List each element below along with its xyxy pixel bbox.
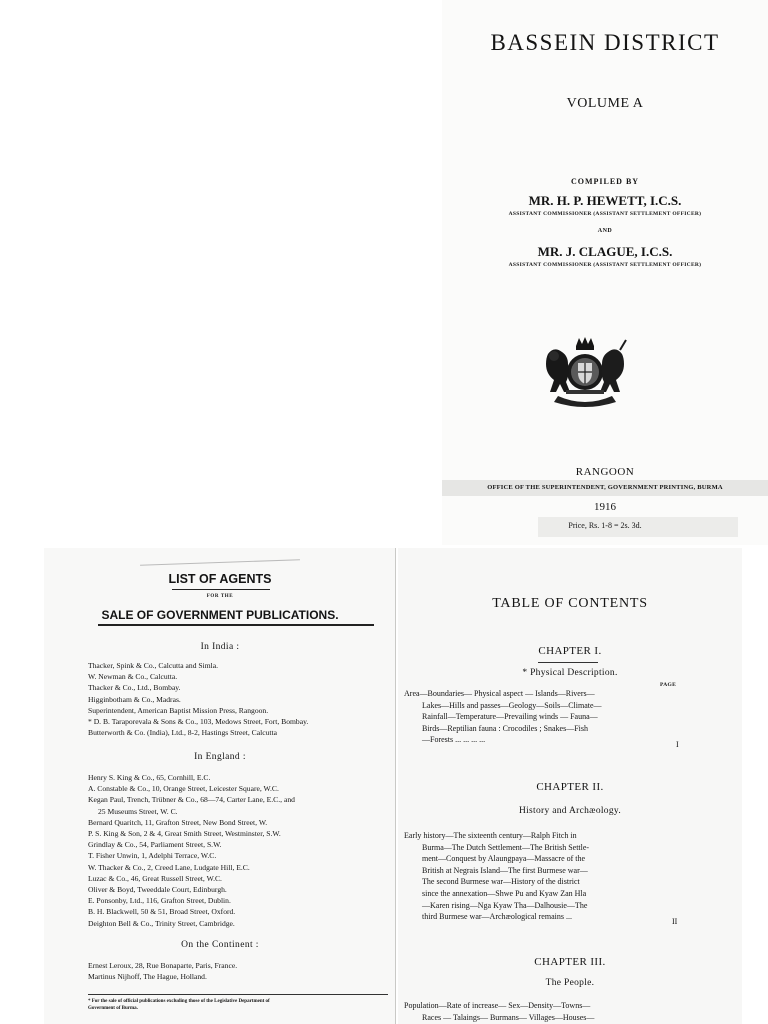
publication-place: RANGOON <box>575 466 635 478</box>
india-heading: In India : <box>200 642 240 652</box>
agents-subtitle-rule <box>98 624 374 626</box>
list-item: W. Thacker & Co., 2, Creed Lane, Ludgate Hill, E.C. <box>88 862 250 872</box>
list-item: Martinus Nijhoff, The Hague, Holland. <box>88 972 207 982</box>
list-item: Kegan Paul, Trench, Trübner & Co., 68—74, Carter Lane, E.C., and <box>88 795 295 805</box>
chapter-2-page: II <box>672 917 678 926</box>
toc-line: third Burmese war—Archæological remains ... <box>422 912 572 922</box>
toc-line: Races — Talaings— Burmans— Villages—Houses— <box>422 1012 595 1022</box>
chapter-3-subtitle: The People. <box>545 978 595 988</box>
chapter-3-heading: CHAPTER III. <box>534 956 606 968</box>
agents-title: LIST OF AGENTS <box>168 572 272 586</box>
list-item: T. Fisher Unwin, 1, Adelphi Terrace, W.C. <box>88 851 217 861</box>
royal-coat-of-arms-icon <box>540 336 630 408</box>
list-item: Superintendent, American Baptist Mission Press, Rangoon. <box>88 705 269 715</box>
chapter-1-contents <box>404 688 664 746</box>
toc-line: Population—Rate of increase— Sex—Density—Towns— <box>404 1001 591 1010</box>
list-item: Henry S. King & Co., 65, Cornhill, E.C. <box>88 773 211 782</box>
toc-line: Rainfall—Temperature—Prevailing winds — Fauna— <box>422 712 598 722</box>
toc-line: ment—Conquest by Alaungpaya—Massacre of the <box>422 854 586 864</box>
toc-page <box>398 548 742 1024</box>
list-item: B. H. Blackwell, 50 & 51, Broad Street, Oxford. <box>88 907 236 917</box>
author-2: MR. J. CLAGUE, I.C.S. <box>537 244 673 259</box>
list-item: Luzac & Co., 46, Great Russell Street, W.C. <box>88 873 222 883</box>
list-item: Oliver & Boyd, Tweeddale Court, Edinburgh. <box>88 885 227 895</box>
list-item: Thacker, Spink & Co., Calcutta and Simla. <box>88 661 219 670</box>
toc-line: Early history—The sixteenth century—Ralph Fitch in <box>404 831 577 840</box>
toc-line: British at Negrais Island—The first Burmese war— <box>422 865 588 875</box>
toc-title: TABLE OF CONTENTS <box>492 596 648 611</box>
chapter-1-heading: CHAPTER I. <box>538 645 602 657</box>
list-item: Ernest Leroux, 28, Rue Bonaparte, Paris, France. <box>88 961 238 970</box>
list-item: E. Ponsonby, Ltd., 116, Grafton Street, Dublin. <box>88 896 231 906</box>
book-title: BASSEIN DISTRICT <box>490 30 720 55</box>
publisher-office: OFFICE OF THE SUPERINTENDENT, GOVERNMENT PRINTING, BURMA <box>487 484 723 491</box>
toc-line: —Forests ... ... ... ... <box>422 735 486 745</box>
footnote-line-1: * For the sale of official publications excluding those of the Legislative Department of <box>88 999 270 1004</box>
rule-top <box>140 559 300 566</box>
england-heading: In England : <box>194 752 246 762</box>
chapter-1-subtitle: * Physical Description. <box>522 668 618 678</box>
list-item: W. Newman & Co., Calcutta. <box>88 672 178 682</box>
continent-heading: On the Continent : <box>181 940 259 950</box>
chapter-2-contents <box>404 830 664 923</box>
conjunction-and: AND <box>597 228 613 234</box>
volume-label: VOLUME A <box>566 96 644 111</box>
toc-line: The second Burmese war—History of the district <box>422 877 580 887</box>
list-item: Thacker & Co., Ltd., Bombay. <box>88 683 181 693</box>
author-2-role: ASSISTANT COMMISSIONER (ASSISTANT SETTLEMENT OFFICER) <box>508 262 702 268</box>
footnote-rule <box>88 994 388 995</box>
chapter-3-contents <box>404 1000 664 1023</box>
agents-subtitle: SALE OF GOVERNMENT PUBLICATIONS. <box>101 608 339 622</box>
page-column-label: PAGE <box>660 682 677 688</box>
title-page <box>442 0 768 545</box>
chapter-1-rule <box>538 662 598 663</box>
list-item: * D. B. Taraporevala & Sons & Co., 103, Medows Street, Fort, Bombay. <box>88 717 309 727</box>
list-item: P. S. King & Son, 2 & 4, Great Smith Street, Westminster, S.W. <box>88 829 281 839</box>
india-agents-list <box>88 660 388 738</box>
list-item: A. Constable & Co., 10, Orange Street, Leicester Square, W.C. <box>88 784 279 794</box>
continent-agents-list <box>88 960 388 982</box>
for-the-label: FOR THE <box>206 594 234 599</box>
compiled-by-label: COMPILED BY <box>570 177 640 186</box>
toc-line: Lakes—Hills and passes—Geology—Soils—Climate— <box>422 700 602 710</box>
list-item: 25 Museums Street, W. C. <box>98 806 178 816</box>
author-1-role: ASSISTANT COMMISSIONER (ASSISTANT SETTLEMENT OFFICER) <box>508 211 702 217</box>
chapter-2-heading: CHAPTER II. <box>536 781 604 793</box>
toc-line: Birds—Reptilian fauna : Crocodiles ; Snakes—Fish <box>422 723 588 733</box>
footnote <box>88 999 388 1012</box>
chapter-1-page: I <box>676 740 679 749</box>
toc-line: since the annexation—Shwe Pu and Kyaw Zan Hla <box>422 888 587 898</box>
publication-year: 1916 <box>594 501 616 513</box>
footnote-line-2: Government of Burma. <box>88 1005 138 1011</box>
list-item: Bernard Quaritch, 11, Grafton Street, New Bond Street, W. <box>88 817 268 827</box>
list-item: Higginbotham & Co., Madras. <box>88 694 181 704</box>
chapter-2-subtitle: History and Archæology. <box>518 806 622 816</box>
toc-line: —Karen rising—Nga Kyaw Tha—Dalhousie—The <box>422 900 588 910</box>
list-item: Deighton Bell & Co., Trinity Street, Cambridge. <box>88 918 235 928</box>
author-1: MR. H. P. HEWETT, I.C.S. <box>528 193 682 208</box>
agents-title-rule <box>172 589 270 590</box>
toc-line: Area—Boundaries— Physical aspect — Islands—Rivers— <box>404 689 595 698</box>
agents-page <box>44 548 396 1024</box>
list-item: Butterworth & Co. (India), Ltd., 8-2, Hastings Street, Calcutta <box>88 728 277 738</box>
toc-line: Burma—The Dutch Settlement—The British Settle- <box>422 842 590 852</box>
list-item: Grindlay & Co., 54, Parliament Street, S.W. <box>88 840 222 850</box>
price-label: Price, Rs. 1-8 = 2s. 3d. <box>568 521 642 530</box>
england-agents-list <box>88 772 388 929</box>
